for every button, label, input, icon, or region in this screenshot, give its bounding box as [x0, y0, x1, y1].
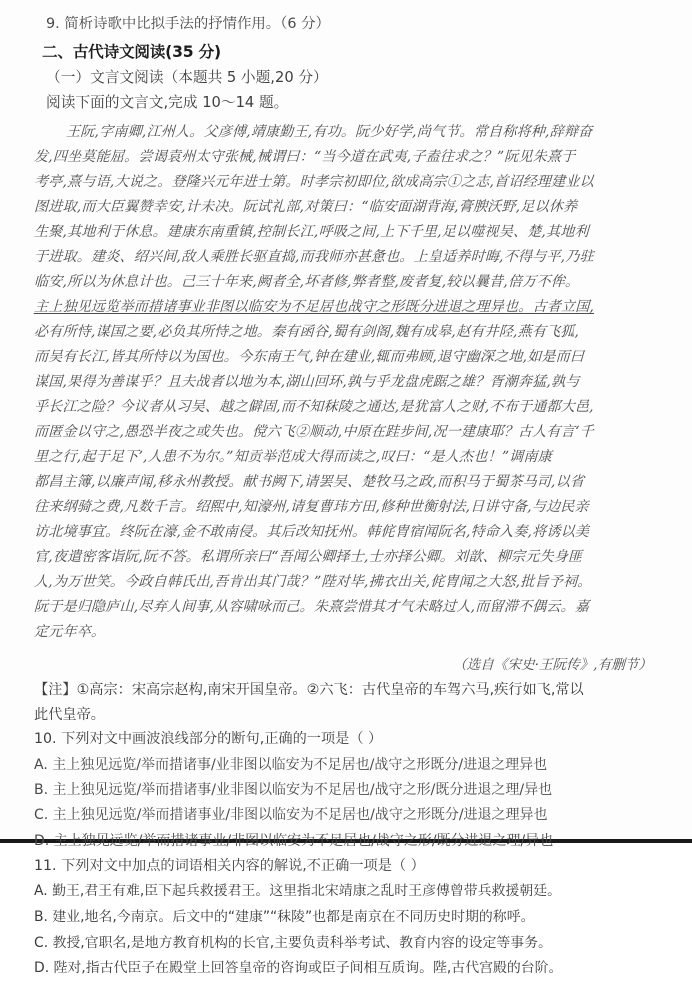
passage-line: 发,四坐莫能屈。尝谒袁州太守张械,械谓曰：“当今道在武夷,子盍往求之？”阮见朱熹于 — [33, 148, 576, 165]
section-heading: 二、古代诗文阅读(35 分) — [42, 43, 221, 61]
passage-line: 王阮,字南卿,江州人。父彦傅,靖康勤王,有功。阮少好学,尚气节。常自称将种,辞辩奋 — [65, 123, 593, 140]
passage-line-underlined-start: 乎长江之险？今议者从习吴、越之僻固,而不知秣陵之通达,是犹富人之财,不布于通都大邑, — [33, 398, 595, 415]
passage-line: 必有所恃,谋国之要,必负其所恃之地。秦有函谷,蜀有剑阁,魏有成皋,赵有井陉,燕有飞狐, — [33, 323, 580, 340]
section-subheading: （一）文言文阅读（本题共 5 小题,20 分） — [46, 69, 328, 86]
passage-line: 往来纲骑之费,凡数千言。绍熙中,知濠州,请复曹玮方田,修种世衡射法,日讲守备,与边民亲 — [33, 498, 590, 515]
passage-line-underlined-end-2: 官,夜遣密客诣阮,阮不答。私谓所亲曰“吾闻公卿择士,士亦择公卿。刘歆、柳宗元失身匪 — [33, 548, 583, 565]
passage-line: 生聚,其地利于休息。建康东南重镇,控制长江,呼吸之间,上下千里,足以噬视吴、楚,其地利 — [33, 223, 590, 240]
passage-line: 于进取。建炎、绍兴间,敌人乘胜长驱直捣,而我师亦甚惫也。上皇适养时晦,不得与平,乃驻 — [33, 248, 595, 265]
reading-instruction: 阅读下面的文言文,完成 10～14 题。 — [46, 94, 289, 112]
question-11-option-c[interactable]: C. 教授,官职名,是地方教育机构的长官,主要负责科举考试、教育内容的设定等事务。 — [34, 934, 552, 951]
question-11-option-a[interactable]: A. 勤王,君王有难,臣下起兵救援君王。这里指北宋靖康之乱时王彦傅曾带兵救援朝廷。 — [34, 883, 561, 900]
question-10-option-c[interactable]: C. 主上独见远览/举而措诸事业/非图以临安为不足居也/战守之形既分/进退之理异也 — [34, 807, 548, 824]
passage-line: 里之行,起于足下’,人患不为尔。”知贡举范成大得而读之,叹曰：“是人杰也！”调南康 — [33, 448, 553, 465]
passage-line-underlined-end: 而匿金以守之,愚恐半夜之或失也。傥六飞②顺动,中原在跬步间,况一建康耶？古人有言‘千 — [33, 423, 595, 440]
passage-line: 定元年卒。 — [33, 623, 106, 640]
question-10-option-b[interactable]: B. 主上独见远览/举而措诸事/业非图以临安为不足居也/战守之形/既分进退之理/异也 — [34, 782, 553, 799]
footnote-line-1: 【注】①高宗：宋高宗赵构,南宋开国皇帝。②六飞：古代皇帝的车驾六马,疾行如飞,常以 — [34, 681, 584, 698]
footnote-line-2: 此代皇帝。 — [34, 706, 105, 723]
passage-line: 考亭,熹与语,大说之。登隆兴元年进士第。时孝宗初即位,欲成高宗①之志,首诏经理建业以 — [33, 173, 595, 190]
passage-line: 都昌主簿,以廉声闻,移永州教授。献书阙下,请罢吴、楚牧马之政,而积马于蜀茶马司,以省 — [33, 473, 585, 490]
passage-line: 人,为万世笑。今政自韩氏出,吾肯出其门哉？”陛对毕,拂衣出关,侂胄闻之大怒,批旨予祠。 — [33, 573, 592, 590]
question-11-option-d[interactable]: D. 陛对,指古代臣子在殿堂上回答皇帝的咨询或臣子间相互质询。陛,古代宫殿的台阶。 — [34, 960, 563, 977]
passage-line: 而吴有长江,皆其所恃以为国也。今东南王气,钟在建业,辄而弗顾,退守幽深之地,如是而曰 — [33, 348, 585, 365]
question-10-stem: 10. 下列对文中画波浪线部分的断句,正确的一项是（ ） — [34, 731, 383, 748]
question-10-option-a[interactable]: A. 主上独见远览/举而措诸事/业非图以临安为不足居也/战守之形既分/进退之理异也 — [34, 756, 548, 773]
passage-line-wavy-underlined: 主上独见远览举而措诸事业非图以临安为不足居也战守之形既分进退之理异也。古者立国, — [33, 298, 595, 315]
passage-line: 阮于是归隐庐山,尽弃人间事,从容啸咏而己。朱熹尝惜其才气未略过人,而留滞不偶云。嘉 — [33, 598, 590, 615]
classical-passage — [34, 120, 670, 645]
question-9-line: 9. 简析诗歌中比拟手法的抒情作用。（6 分） — [46, 16, 330, 32]
question-11-stem: 11. 下列对文中加点的词语相关内容的解说,不正确一项是（ ） — [34, 858, 425, 875]
passage-line-underlined-start-2: 访北境事宜。终阮在濠,金不敢南侵。其后改知抚州。韩侂胄宿闻阮名,特命入奏,将诱以美 — [33, 523, 590, 540]
passage-source: （选自《宋史·王阮传》,有删节） — [452, 656, 653, 673]
question-10-option-d[interactable]: D. 主上独见远览/举而措诸事业/非图以临安为不足居也/战守之形/既分进退之理/异也 — [34, 832, 554, 849]
passage-line: 图进取,而大臣翼赞幸安,计未决。阮试礼部,对策曰：“临安面湖背海,膏腴沃野,足以休养 — [33, 198, 578, 215]
passage-line: 临安,所以为休息计也。己三十年来,阙者全,坏者修,弊者整,废者复,较以曩昔,倍万不侔。 — [33, 273, 580, 290]
passage-line: 谋国,果得为善谋乎？且夫战者以地为本,湖山回环,孰与乎龙盘虎踞之雄？胥潮奔猛,孰与 — [33, 373, 580, 390]
question-11-option-b[interactable]: B. 建业,地名,今南京。后文中的“建康”“秣陵”也都是南京在不同历史时期的称呼。 — [34, 909, 535, 926]
